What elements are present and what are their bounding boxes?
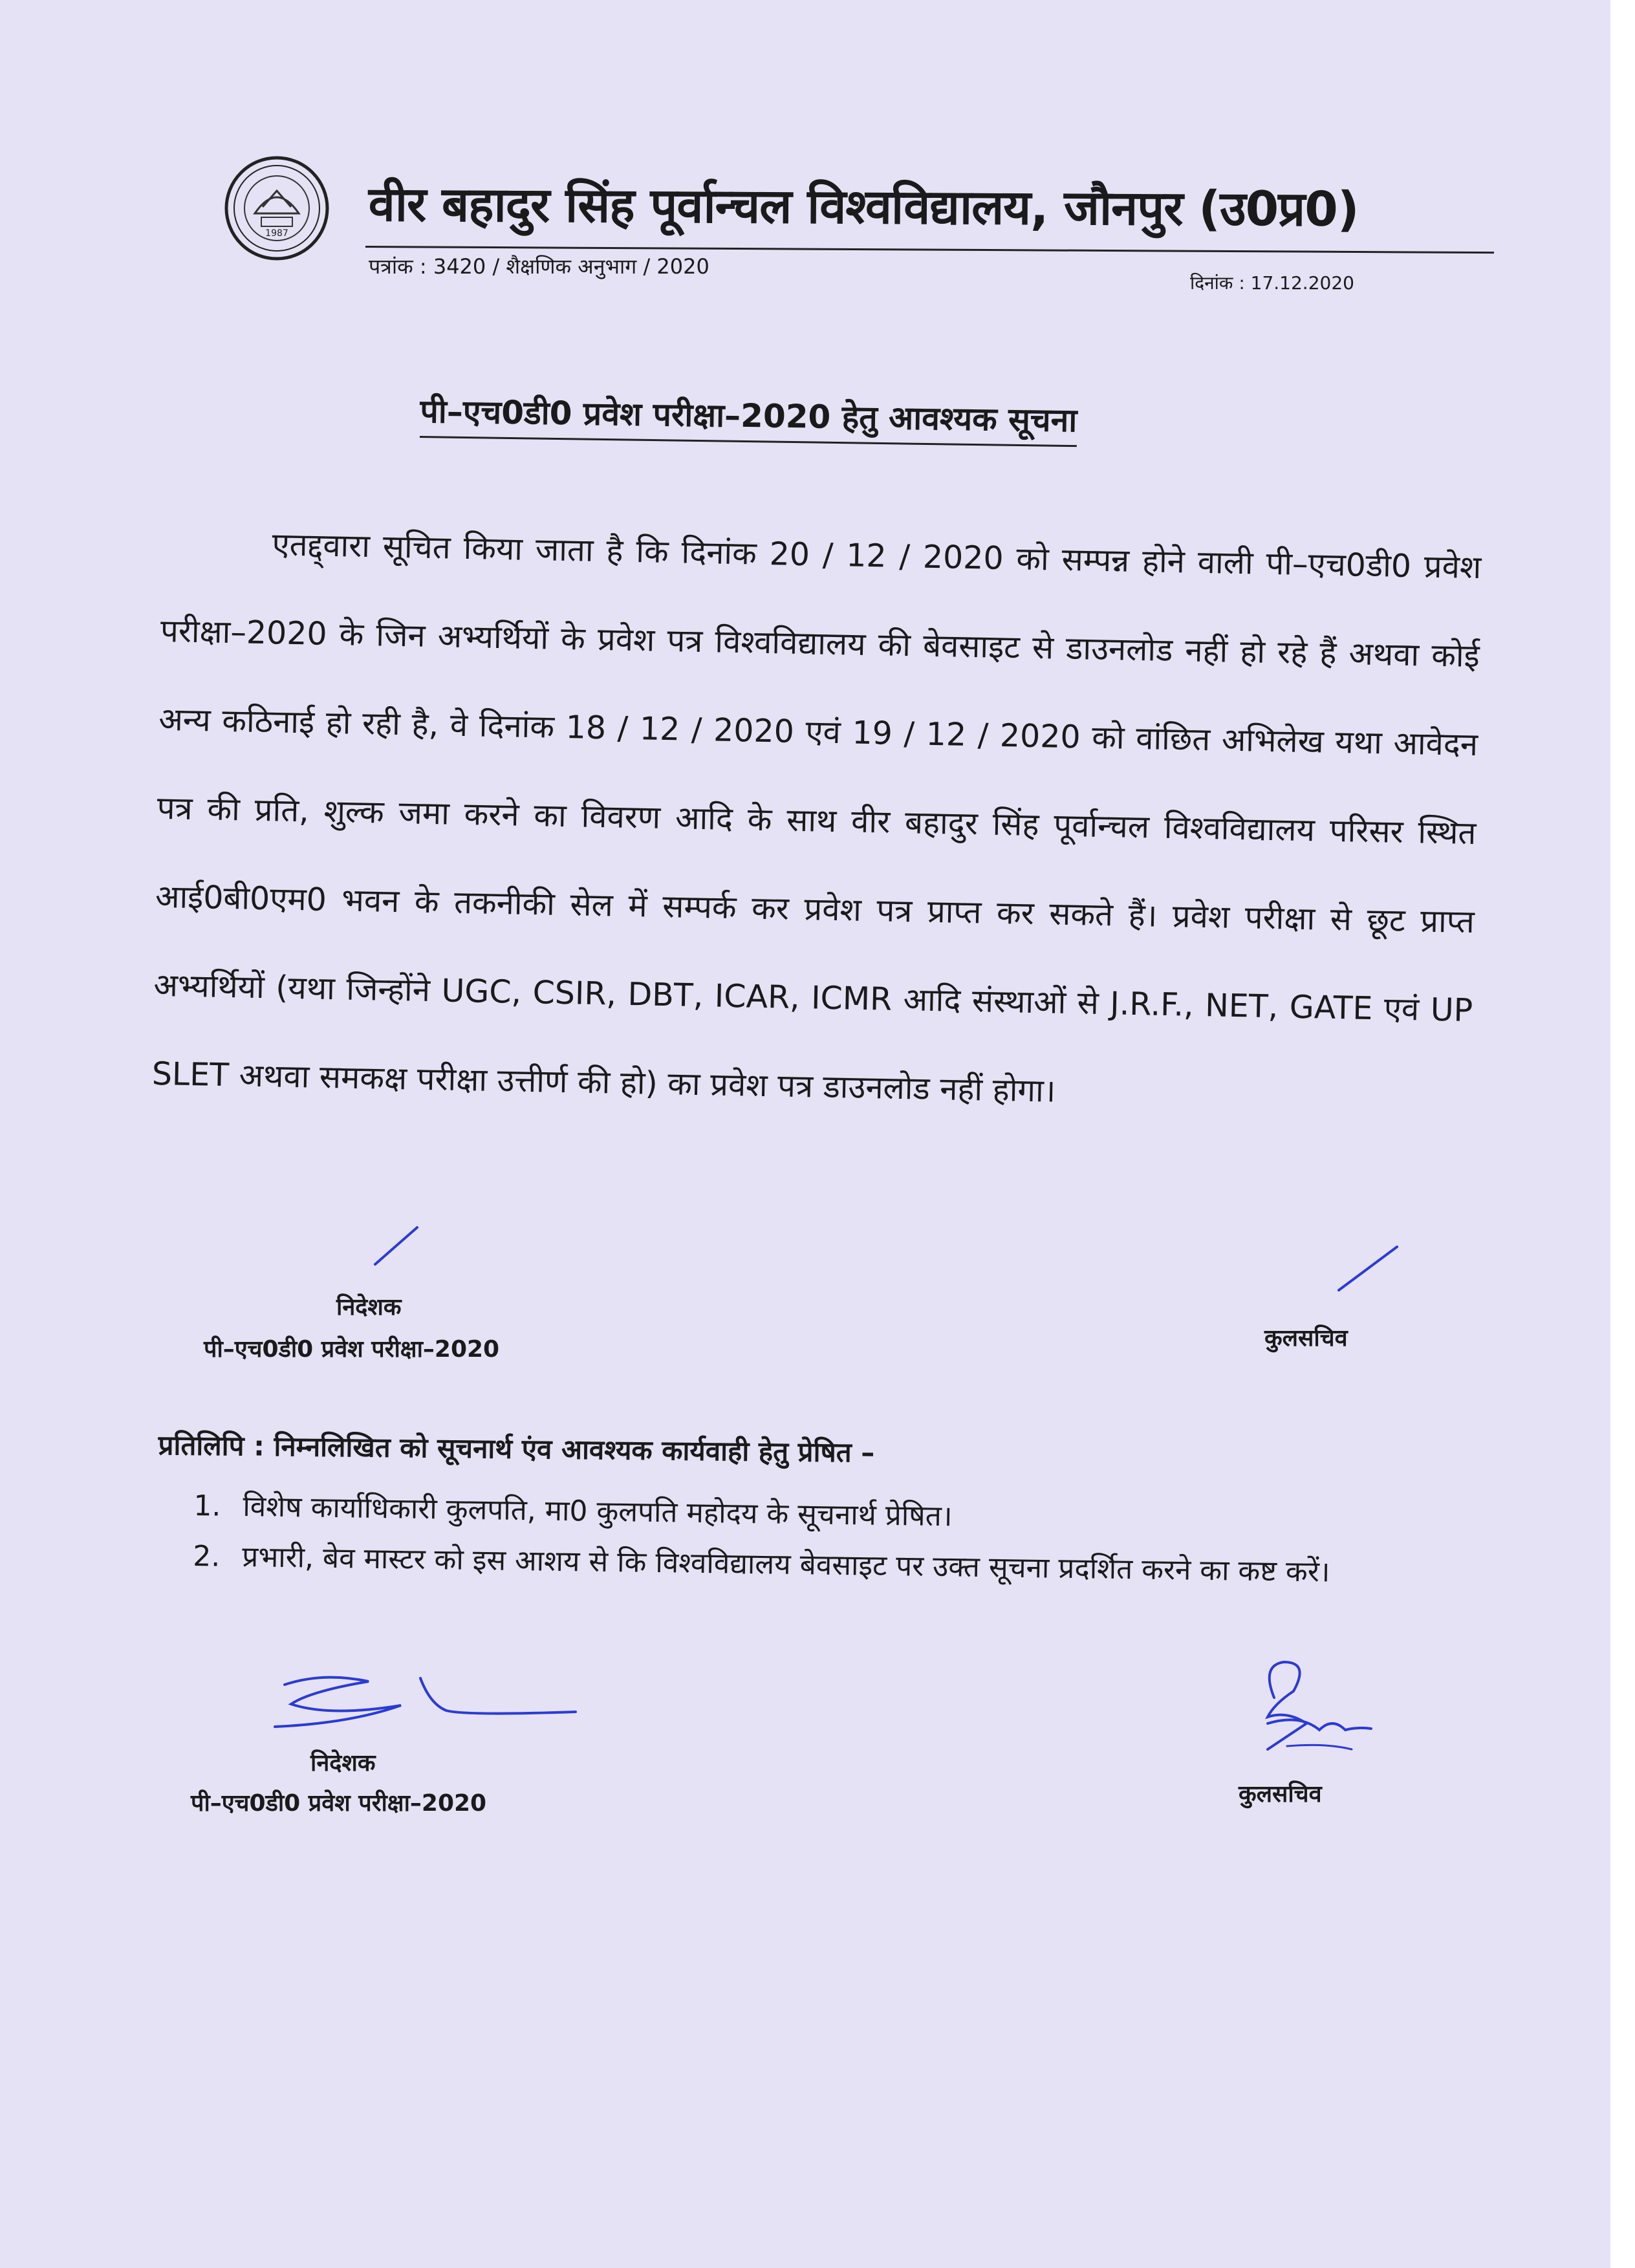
reference-number: पत्रांक : 3420 / शैक्षणिक अनुभाग / 2020 [369,254,709,279]
university-seal-logo [224,155,330,262]
registrar-title-bottom: कुलसचिव [1239,1781,1322,1808]
university-name: वीर बहादुर सिंह पूर्वान्चल विश्वविद्यालय, जौनपुर (उ0प्र0) [368,176,1359,238]
copy-heading: प्रतिलिपि : निम्नलिखित को सूचनार्थ एंव आवश्यक कार्यवाही हेतु प्रेषित – [158,1429,875,1469]
director-subtitle: पी–एच0डी0 प्रवेश परीक्षा–2020 [204,1336,500,1363]
director-handwritten-signature [272,1665,582,1736]
copy-item-text: विशेष कार्याधिकारी कुलपति, मा0 कुलपति महोदय के सूचनार्थ प्रेषित। [243,1490,953,1533]
letter-date: दिनांक : 17.12.2020 [1190,272,1354,294]
copy-list [193,1481,1462,1599]
registrar-handwritten-signature [1248,1652,1378,1762]
copy-item-number: 2. [193,1539,221,1573]
notice-body: एतद्द्वारा सूचित किया जाता है कि दिनांक 20 / 12 / 2020 को सम्पन्न होने वाली पी–एच0डी0 प्रवेश परीक्षा–2020 के जिन अभ्यर्थियों के प्रवेश पत्र विश्वविद्यालय की बेवसाइट से डाउनलोड नहीं हो रहे हैं अथवा कोई अन्य कठिनाई हो रही है, वे दिनांक 18 / 12 / 2020 एवं 19 / 12 / 2020 को वांछित अभिलेख यथा आवेदन पत्र की प्रति, शुल्क जमा करने का विवरण आदि के साथ वीर बहादुर सिंह पूर्वान्चल विश्वविद्यालय परिसर स्थित आई0बी0एम0 भवन के तकनीकी सेल में सम्पर्क कर प्रवेश पत्र प्राप्त कर सकते हैं। प्रवेश परीक्षा से छूट प्राप्त अभ्यर्थियों (यथा जिन्होंने UGC, CSIR, DBT, ICAR, ICMR आदि संस्थाओं से J.R.F., NET, GATE एवं UP SLET अथवा समकक्ष परीक्षा उत्तीर्ण की हो) का प्रवेश पत्र डाउनलोड नहीं होगा। [151,526,1482,1110]
director-subtitle-bottom: पी–एच0डी0 प्रवेश परीक्षा–2020 [191,1790,487,1817]
svg-text:1987: 1987 [265,228,288,239]
director-title-bottom: निदेशक [310,1750,376,1777]
registrar-signature-mark [1332,1242,1403,1293]
director-signature-mark [369,1222,427,1268]
copy-item-text: प्रभारी, बेव मास्टर को इस आशय से कि विश्वविद्यालय बेवसाइट पर उक्त सूचना प्रदर्शित करने का कष्ट करें। [242,1540,1330,1589]
director-title: निदेशक [336,1294,402,1321]
notice-title: पी–एच0डी0 प्रवेश परीक्षा–2020 हेतु आवश्यक सूचना [420,388,1077,447]
copy-item-number: 1. [193,1489,221,1523]
registrar-title: कुलसचिव [1264,1325,1348,1352]
